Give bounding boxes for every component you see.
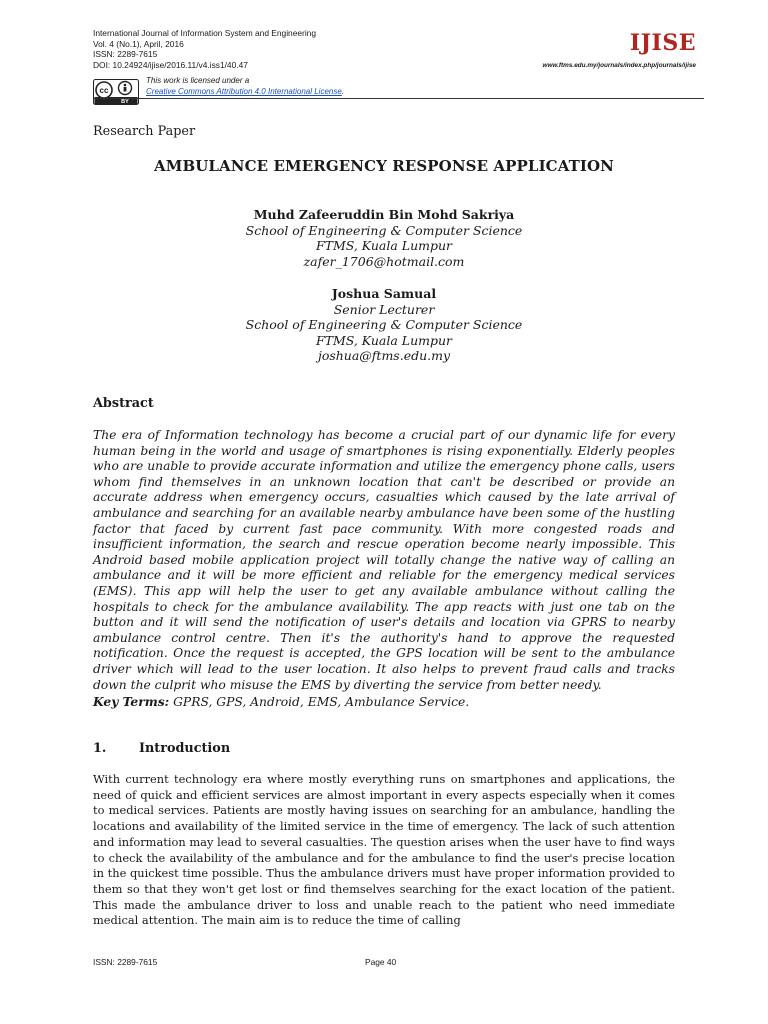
author-location: FTMS, Kuala Lumpur <box>315 238 453 254</box>
author-name: Muhd Zafeeruddin Bin Mohd Sakriya <box>253 207 515 222</box>
author-email[interactable]: joshua@ftms.edu.my <box>317 348 451 364</box>
section-title: Introduction <box>139 741 231 756</box>
author-location: FTMS, Kuala Lumpur <box>315 332 453 348</box>
license-tail: . <box>341 87 345 96</box>
key-terms-value: GPRS, GPS, Android, EMS, Ambulance Service. <box>173 695 470 709</box>
author-1 <box>0 207 768 269</box>
abstract-heading: Abstract <box>93 396 154 411</box>
journal-header <box>93 28 316 70</box>
license-notice <box>146 75 344 97</box>
journal-issn: ISSN: 2289-7615 <box>93 49 158 60</box>
key-terms-label: Key Terms: <box>93 694 170 709</box>
author-email[interactable]: zafer_1706@hotmail.com <box>303 253 465 269</box>
journal-url-link[interactable]: www.ftms.edu.my/journals/index.php/journals/ijise <box>542 62 696 69</box>
journal-name: International Journal of Information System and Engineering <box>93 28 317 38</box>
cc-by-license-icon[interactable] <box>93 79 139 105</box>
key-terms <box>93 694 469 709</box>
journal-doi: DOI: 10.24924/ijise/2016.11/v4.iss1/40.47 <box>93 59 248 70</box>
abstract-body: The era of Information technology has become a crucial part of our dynamic life for every human being in the world and usage of smartphones is rising exponentially. Elderly peoples who are unable to provide accurate information and utilize the emergency phone calls, users whom find themselves in an unknown location that can't be described or provide an accurate address when emergency occurs, casualties which caused by the late arrival of ambulance and searching for an available nearby ambulance have been some of the hustling factor that faced by current fast pace community. With more congested roads and insufficient information, the search and rescue operation become nearly impossible. This Android based mobile application project will totally change the native way of calling an ambulance and it will be more efficient and reliable for the emergency medical services (EMS). This app will help the user to get any available ambulance without calling the hospitals to check for the ambulance availability. The app reacts with just one tab on the button and it will send the notification of user's details and location via GPRS to nearby ambulance control centre. Then it's the authority's hand to approve the requested notification. Once the request is accepted, the GPS location will be sent to the ambulance driver which will lead to the user location. It also helps to prevent fraud calls and tracks down the culprit who misuse the EMS by diverting the service from better needy. <box>93 428 675 692</box>
paper-type: Research Paper <box>93 124 196 139</box>
introduction-body: With current technology era where mostly everything runs on smartphones and applications, the need of quick and efficient services are almost important in every aspects especially when it comes to medical services. Patients are mostly having issues on searching for an ambulance, handling the locations and availability of the limited service in the time of emergency. The lack of such attention and information may lead to several casualties. The question arises when the user have to find ways to check the availability of the ambulance and for the ambulance to find the user's precise location in the quickest time possible. Thus the ambulance drivers must have proper information provided to them so that they won't get lost or find themselves searching for the exact location of the patient. This made the ambulance driver to loss and unable reach to the patient who need immediate medical attention. The main aim is to reduce the time of calling <box>93 772 675 928</box>
author-school: School of Engineering & Computer Science <box>245 222 523 238</box>
author-2 <box>0 286 768 364</box>
license-link[interactable]: Creative Commons Attribution 4.0 International License <box>146 87 342 96</box>
svg-text:cc: cc <box>99 86 109 95</box>
journal-volume: Vol. 4 (No.1), April, 2016 <box>93 38 184 49</box>
author-name: Joshua Samual <box>331 286 437 301</box>
footer-issn: ISSN: 2289-7615 <box>93 957 158 967</box>
author-school: School of Engineering & Computer Science <box>245 317 523 333</box>
svg-text:BY: BY <box>121 99 129 105</box>
section-number: 1. <box>93 741 107 756</box>
footer-page-number: Page 40 <box>365 957 397 967</box>
header-divider <box>93 98 704 99</box>
logo-text: IJISE <box>629 30 696 56</box>
ijise-logo <box>630 30 696 56</box>
license-line: This work is licensed under a <box>146 76 250 85</box>
author-role: Senior Lecturer <box>333 301 435 317</box>
section-heading-introduction <box>93 741 230 756</box>
paper-title: AMBULANCE EMERGENCY RESPONSE APPLICATION <box>154 157 614 175</box>
